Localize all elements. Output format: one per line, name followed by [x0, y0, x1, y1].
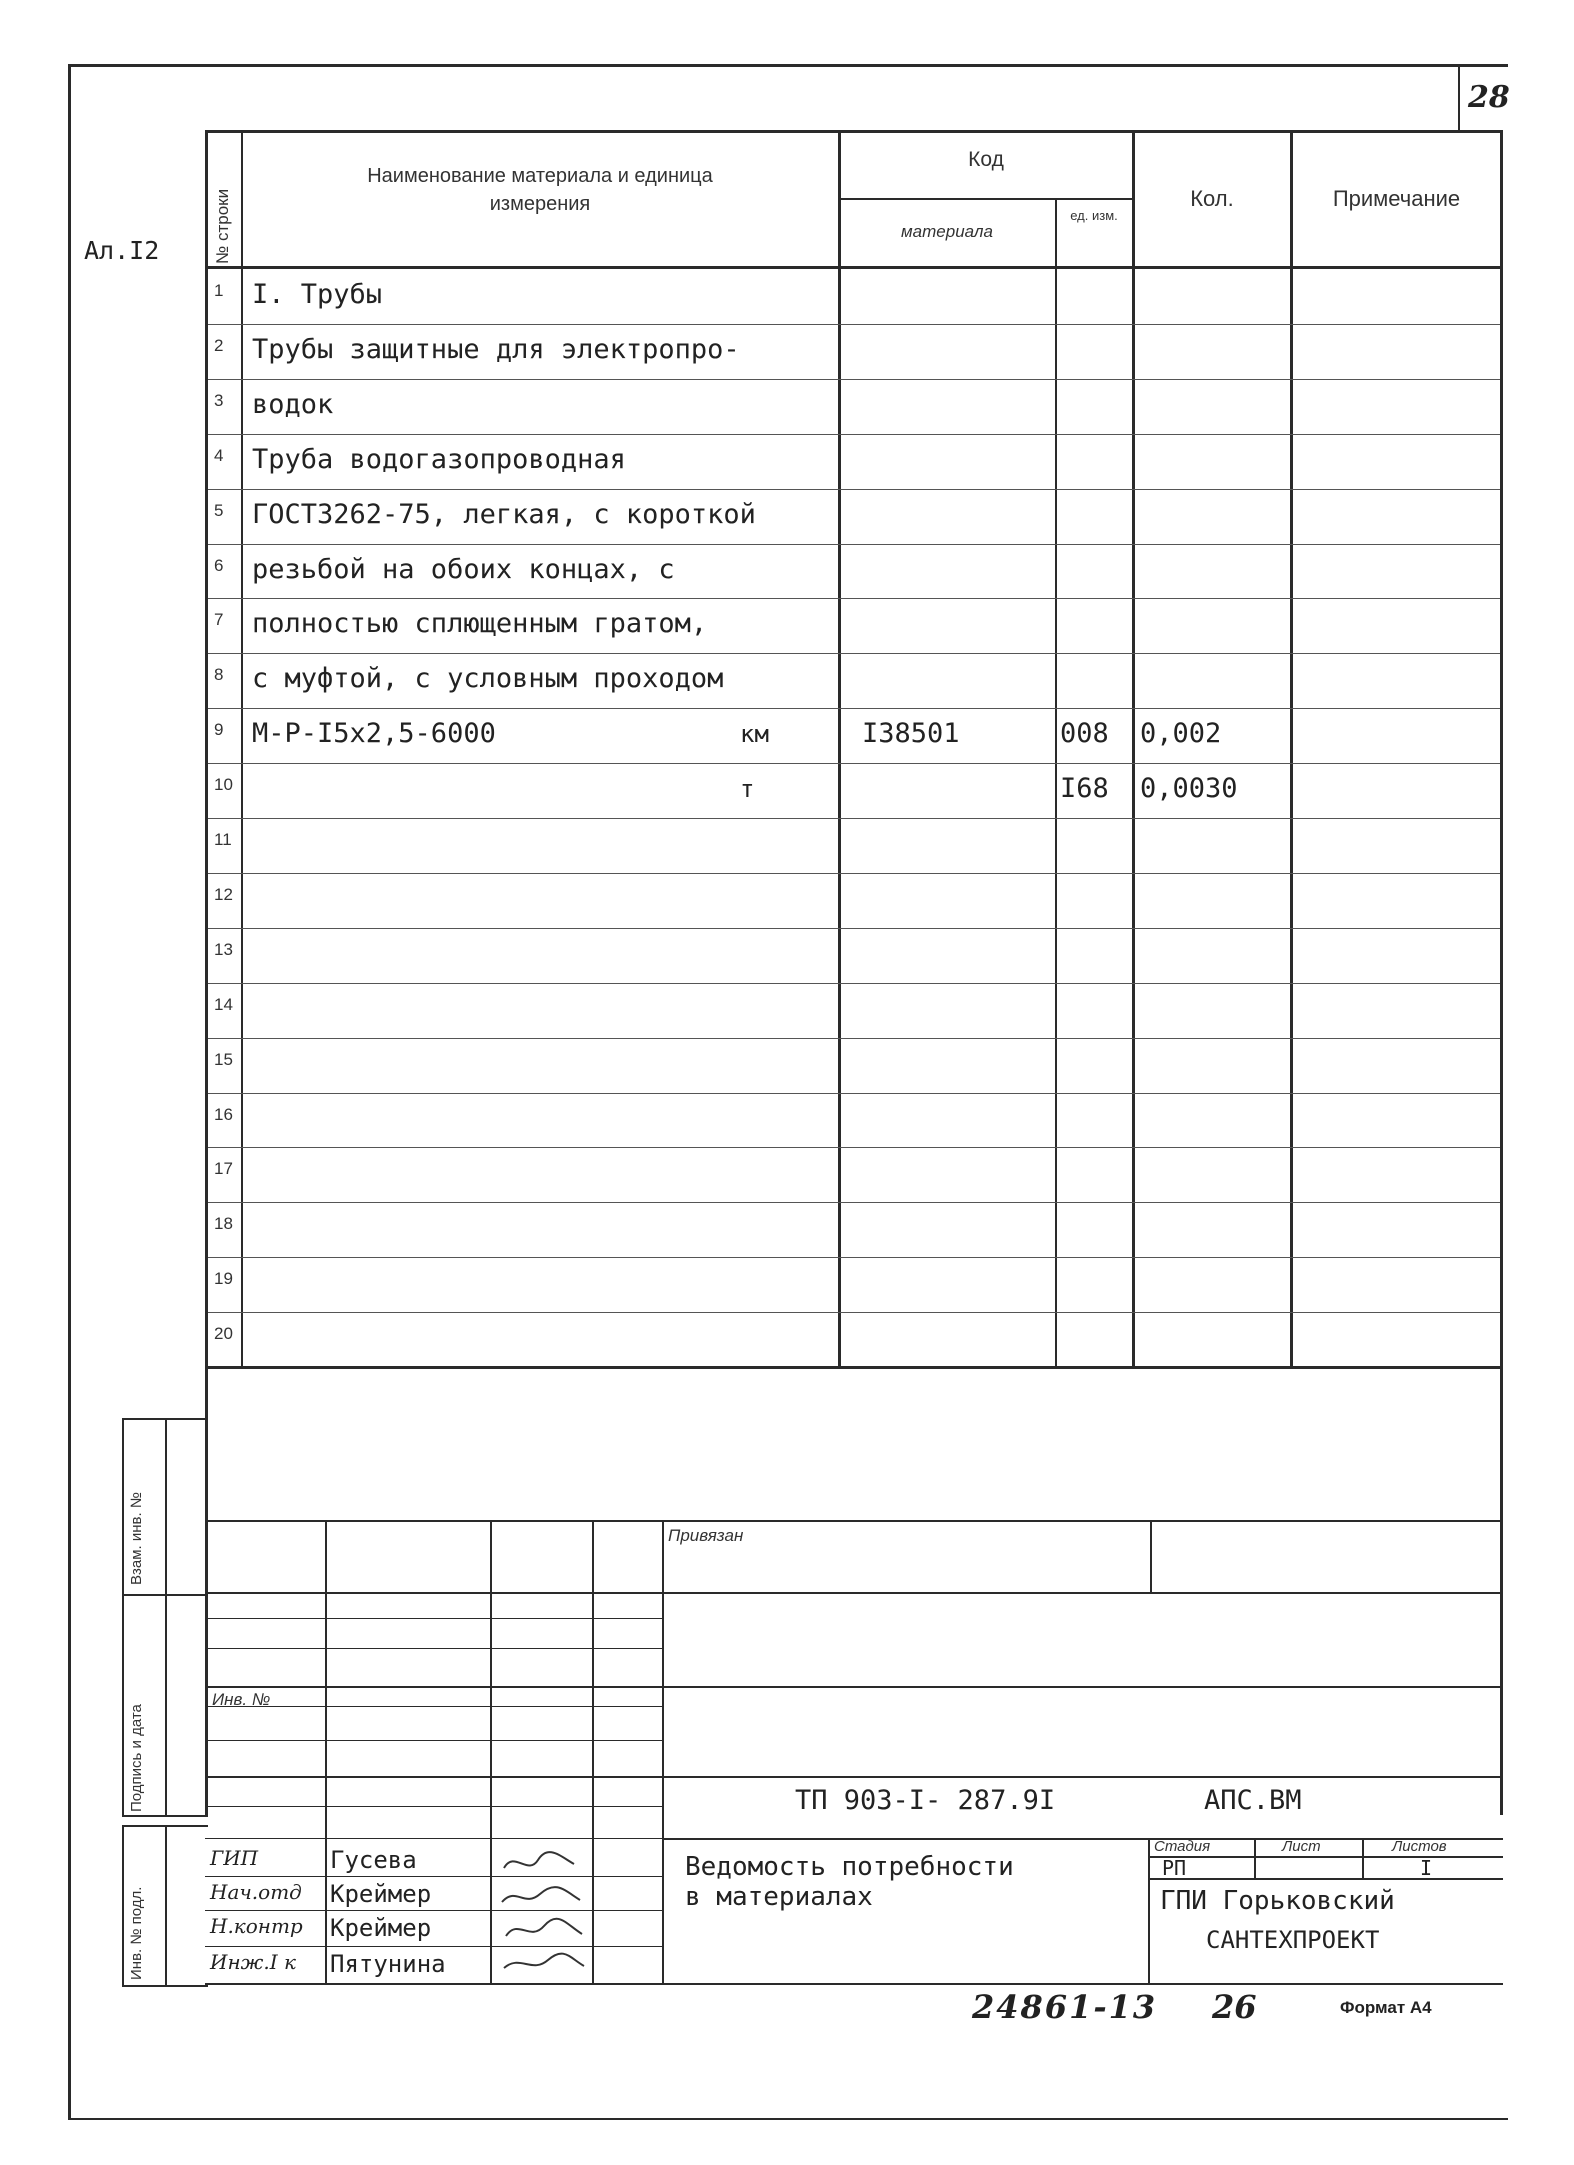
org-line2: САНТЕХПРОЕКТ: [1206, 1926, 1380, 1954]
sheets-value: I: [1420, 1856, 1433, 1880]
doc-title-line1: Ведомость потребности: [685, 1852, 1014, 1882]
margin-strip2-top: [122, 1825, 208, 1827]
doc-title-line2: в материалах: [685, 1882, 873, 1912]
row-separator: [208, 489, 1500, 490]
row-number: 6: [214, 555, 224, 575]
row-number: 4: [214, 445, 224, 465]
signer-name: Креймер: [330, 1914, 432, 1942]
row-name: резьбой на обоих концах, с: [252, 553, 675, 585]
margin-strip2-mid: [165, 1825, 167, 1985]
header-code-unit: ед. изм.: [1070, 208, 1118, 223]
signer-name: Гусева: [330, 1846, 417, 1874]
privyazan-label: Привязан: [668, 1526, 744, 1545]
col-sep-code-outer: [1132, 130, 1135, 1368]
row-number: 10: [214, 775, 233, 795]
signer-name: Пятунина: [330, 1950, 446, 1978]
row-number: 1: [214, 281, 224, 300]
col-sep-name: [838, 130, 841, 1368]
row-separator: [208, 324, 1500, 325]
row-name: I. Трубы: [252, 279, 383, 310]
row-number: 15: [214, 1049, 233, 1069]
code-subheader-line: [838, 198, 1134, 200]
row-number: 13: [214, 939, 233, 959]
row-separator: [208, 818, 1500, 819]
col-sep-qty: [1290, 130, 1293, 1368]
row-number: 20: [214, 1324, 233, 1344]
doc-code: ТП 903-I- 287.9I: [795, 1785, 1056, 1816]
tb-right-sep: [1148, 1838, 1150, 1985]
stage-value: РП: [1162, 1856, 1187, 1880]
tb-left-row-i: [205, 1946, 663, 1947]
row-code-unit: 008: [1060, 718, 1109, 750]
row-separator: [208, 1202, 1500, 1203]
frame-top: [68, 64, 1508, 67]
sheets-label: Листов: [1392, 1838, 1447, 1855]
row-code-unit: I68: [1060, 773, 1109, 805]
row-qty: 0,0030: [1140, 773, 1238, 805]
header-name: Наименование материала и единица измерения: [367, 165, 713, 215]
col-sep-code: [1055, 198, 1057, 1368]
row-name: полностью сплющенным гратом,: [252, 608, 708, 640]
row-separator: [208, 1312, 1500, 1313]
row-number: 2: [214, 335, 224, 355]
row-separator: [208, 1257, 1500, 1258]
table-header-bottom: [205, 266, 1503, 269]
margin-inv-podl: Инв. № подл.: [128, 1886, 145, 1980]
stage-label: Стадия: [1154, 1838, 1211, 1855]
row-number: 17: [214, 1159, 233, 1179]
tb-top: [205, 1520, 1503, 1522]
row-unit: км: [740, 720, 769, 749]
tb-left-row-d: [205, 1740, 663, 1741]
tb-line-2: [205, 1686, 1503, 1688]
row-number: 12: [214, 884, 233, 904]
row-name: М-Р-I5х2,5-6000: [252, 718, 496, 750]
table-left: [205, 130, 208, 1815]
row-number: 5: [214, 500, 224, 520]
signature-scribbles: [494, 1846, 590, 1986]
row-name: с муфтой, с условным проходом: [252, 663, 724, 695]
row-name: Трубы защитные для электропро-: [252, 333, 740, 365]
row-separator: [208, 379, 1500, 380]
tb-left-row-c: [205, 1706, 663, 1707]
tb-left-row-b: [205, 1648, 663, 1649]
row-number: 14: [214, 994, 233, 1014]
sheet-number: 28: [1468, 80, 1510, 115]
row-number: 7: [214, 610, 224, 630]
row-separator: [208, 653, 1500, 654]
org-line1: ГПИ Горьковский: [1160, 1886, 1395, 1916]
margin-podpis-data: Подпись и дата: [128, 1704, 145, 1812]
archive-number: 24861-13: [972, 1988, 1158, 2026]
row-separator: [208, 544, 1500, 545]
tb-left-row-f: [205, 1838, 663, 1839]
tb-left-col-4: [662, 1520, 664, 1985]
header-code: Код: [968, 148, 1004, 171]
tb-line-1: [205, 1592, 1503, 1594]
row-separator: [208, 873, 1500, 874]
table-right: [1500, 130, 1503, 1815]
row-name: Труба водогазопроводная: [252, 443, 626, 475]
frame-left: [68, 64, 71, 2119]
signer-role: ГИП: [210, 1846, 259, 1870]
tb-stage-line-2: [1148, 1856, 1503, 1858]
tb-left-col-3: [592, 1520, 594, 1985]
page-number: 26: [1212, 1988, 1257, 2026]
row-separator: [208, 763, 1500, 764]
doc-mark: АПС.ВМ: [1204, 1785, 1302, 1816]
tb-left-row-e: [205, 1806, 663, 1807]
tb-left-col-1: [325, 1520, 327, 1985]
row-separator: [208, 434, 1500, 435]
row-separator: [208, 1147, 1500, 1148]
tb-bottom: [205, 1983, 1503, 1985]
row-name: водок: [252, 388, 334, 420]
tb-left-row-a: [205, 1618, 663, 1619]
margin-strip2-bottom: [122, 1985, 208, 1987]
tb-left-row-h: [205, 1910, 663, 1911]
signer-role: Инж.I к: [210, 1950, 296, 1974]
row-number: 3: [214, 390, 224, 410]
tb-stage-col-2: [1362, 1838, 1364, 1878]
tb-main-row-line: [662, 1838, 1503, 1840]
table-bottom: [205, 1366, 1503, 1369]
row-number: 11: [214, 830, 232, 849]
row-unit: т: [740, 775, 755, 804]
signer-role: Нач.отд: [210, 1880, 302, 1904]
row-number: 8: [214, 665, 224, 685]
row-number: 18: [214, 1214, 233, 1234]
row-separator: [208, 1038, 1500, 1039]
row-number: 9: [214, 720, 224, 740]
margin-strip-mid: [165, 1418, 167, 1815]
margin-strip2-left: [122, 1825, 124, 1985]
album-label: Ал.I2: [84, 236, 160, 265]
margin-strip-div2: [122, 1815, 208, 1817]
row-code-material: I38501: [862, 718, 960, 750]
tb-privyazan-sep: [1150, 1520, 1152, 1592]
tb-stage-col-1: [1254, 1838, 1256, 1878]
margin-strip-left: [122, 1418, 124, 1815]
tb-line-3: [205, 1776, 1503, 1778]
corner-divider: [1458, 64, 1460, 130]
table-top: [205, 130, 1503, 133]
row-separator: [208, 928, 1500, 929]
row-separator: [208, 598, 1500, 599]
tb-stage-line-3: [1148, 1878, 1503, 1880]
header-qty: Кол.: [1190, 186, 1234, 211]
format-label: Формат А4: [1340, 1998, 1432, 2017]
signer-name: Креймер: [330, 1880, 432, 1908]
row-separator: [208, 983, 1500, 984]
frame-bottom: [68, 2118, 1508, 2120]
row-separator: [208, 1093, 1500, 1094]
header-row-number: № строки: [213, 188, 232, 264]
inv-no-label: Инв. №: [212, 1690, 271, 1709]
row-number: 16: [214, 1104, 233, 1124]
tb-left-row-g: [205, 1876, 663, 1877]
col-sep-rownum: [241, 130, 243, 1368]
tb-left-col-2: [490, 1520, 492, 1985]
header-code-material: материала: [901, 222, 993, 241]
signer-role: Н.контр: [210, 1914, 303, 1938]
header-note: Примечание: [1332, 186, 1461, 211]
margin-vzam-inv: Взам. инв. №: [128, 1492, 145, 1585]
sheet-label: Лист: [1282, 1838, 1321, 1855]
row-qty: 0,002: [1140, 718, 1222, 750]
row-separator: [208, 708, 1500, 709]
row-name: ГОСТ3262-75, легкая, с короткой: [252, 498, 756, 530]
row-number: 19: [214, 1269, 233, 1289]
